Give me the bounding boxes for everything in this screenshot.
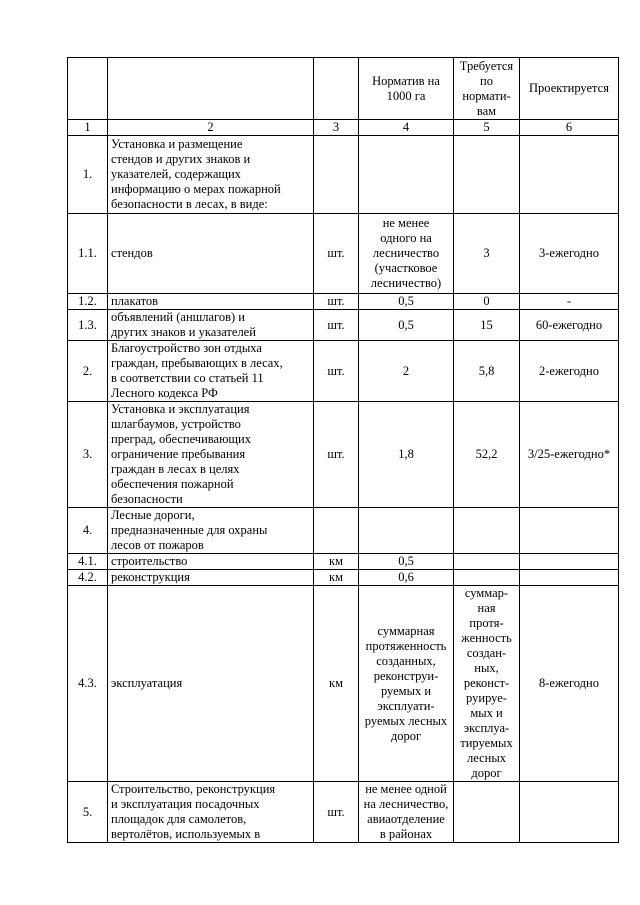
row-planned-cell: 3-ежегодно [520,214,619,294]
row-name-cell [108,508,314,554]
row-required-cell [454,782,520,843]
row-required-cell [454,214,520,294]
table-row [68,294,619,310]
row-required-line: руируе- [466,691,507,705]
row-required-cell [454,294,520,310]
column-number: 6 [520,120,619,136]
column-numbers-row [68,120,619,136]
row-name-line: других знаков и указателей [111,325,256,339]
row-number-cell: 5. [68,782,108,843]
header-row [68,58,619,120]
column-number: 2 [108,120,314,136]
table-row [68,570,619,586]
row-name-line: стендов и других знаков и [111,152,251,166]
row-name-line: обеспечения пожарной [111,477,234,491]
table-row [68,310,619,341]
header-required-line: вам [476,103,497,118]
table-row [68,136,619,214]
row-norm-line: руемых и [380,683,432,698]
row-name-cell [108,402,314,508]
norms-table [67,57,619,843]
row-name-line: безопасности [111,492,183,506]
row-required-cell [454,554,520,570]
row-norm-cell [359,136,454,214]
row-norm-line: 0,6 [398,570,414,584]
row-norm-line: авиаотделение [367,812,445,826]
table-body [68,58,619,843]
row-norm-cell [359,294,454,310]
row-name-line: преград, обеспечивающих [111,432,251,446]
row-norm-cell [359,586,454,782]
row-planned-cell [520,508,619,554]
row-number-cell: 3. [68,402,108,508]
row-required-line: протя- [469,616,504,630]
header-cell-num [68,58,108,120]
row-planned-cell [520,136,619,214]
row-number-cell: 4.2. [68,570,108,586]
row-planned-cell [520,782,619,843]
table-row [68,508,619,554]
row-planned-cell: - [520,294,619,310]
row-planned-cell: 60-ежегодно [520,310,619,341]
row-required-cell [454,341,520,402]
row-required-line: дорог [471,766,502,780]
row-name-line: реконструкция [111,570,190,584]
row-required-line: лесных [467,751,506,765]
row-norm-line: протяженность [365,638,447,653]
row-norm-line: не менее [382,216,430,230]
row-name-line: граждан, пребывающих в лесах, [111,356,283,370]
table-row [68,782,619,843]
column-number: 5 [454,120,520,136]
row-name-line: лесов от пожаров [111,538,204,552]
header-cell-required [454,58,520,120]
row-number-cell: 1.1. [68,214,108,294]
row-name-cell [108,214,314,294]
row-required-line: женность [461,631,512,645]
row-name-line: указателей, содержащих [111,167,241,181]
row-required-cell [454,508,520,554]
row-name-line: Лесного кодекса РФ [111,386,218,400]
table-row [68,402,619,508]
row-name-line: Установка и размещение [111,137,243,151]
row-name-cell [108,310,314,341]
row-number-cell: 1.2. [68,294,108,310]
row-name-cell [108,341,314,402]
row-norm-line: 1,8 [398,447,414,461]
row-norm-line: одного на [380,231,432,245]
row-name-line: предназначенные для охраны [111,523,268,537]
row-norm-cell [359,214,454,294]
column-number: 4 [359,120,454,136]
row-required-line: реконст- [463,676,510,690]
header-cell-name [108,58,314,120]
row-number-cell: 4.1. [68,554,108,570]
header-norm-line: 1000 га [386,88,426,103]
row-unit-cell [314,136,359,214]
row-name-line: шлагбаумов, устройство [111,417,241,431]
row-name-line: и эксплуатация посадочных [111,797,260,811]
row-planned-cell: 3/25-ежегодно* [520,402,619,508]
row-name-cell [108,136,314,214]
table-row [68,214,619,294]
row-norm-line: дорог [390,728,422,743]
row-norm-cell [359,310,454,341]
row-required-line: 0 [483,294,490,308]
header-cell-unit [314,58,359,120]
header-required-line: Требуется [459,58,514,73]
row-required-line: 15 [480,317,493,332]
row-required-line: ных, [474,661,499,675]
row-norm-line: эксплуати- [377,698,435,713]
row-norm-cell [359,508,454,554]
header-required-line: по [480,73,493,88]
row-required-cell [454,310,520,341]
row-required-line: эксплуа- [463,721,510,735]
row-name-line: информацию о мерах пожарной [111,182,281,196]
row-unit-cell: км [314,554,359,570]
row-norm-cell [359,782,454,843]
row-required-line: создан- [466,646,507,660]
row-norm-line: не менее одной [365,782,447,796]
table-row [68,554,619,570]
row-name-line: Установка и эксплуатация [111,402,250,416]
row-unit-cell: км [314,586,359,782]
row-name-line: ограничение пребывания [111,447,246,461]
row-name-cell [108,554,314,570]
row-norm-cell [359,402,454,508]
row-number-cell: 4. [68,508,108,554]
row-required-cell [454,402,520,508]
row-planned-cell: 2-ежегодно [520,341,619,402]
row-name-line: площадок для самолетов, [111,812,247,826]
header-cell-planned: Проектируется [520,58,619,120]
row-name-cell [108,782,314,843]
row-name-line: стендов [111,246,153,260]
row-number-cell: 1.3. [68,310,108,341]
header-cell-norm [359,58,454,120]
row-unit-cell: шт. [314,294,359,310]
row-name-line: Строительство, реконструкция [111,782,276,796]
row-number-cell: 4.3. [68,586,108,782]
row-norm-line: 0,5 [398,294,414,308]
row-name-line: безопасности в лесах, в виде: [111,197,268,211]
row-name-cell [108,294,314,310]
row-unit-cell [314,508,359,554]
row-name-line: в соответствии со статьей 11 [111,371,264,385]
row-norm-line: руемых лесных [364,713,448,728]
row-norm-line: лесничество) [370,276,442,290]
row-name-line: Лесные дороги, [111,508,195,522]
row-norm-line: в районах [379,827,433,841]
row-norm-line: (участковое [374,261,438,275]
row-norm-line: 2 [402,363,410,378]
row-unit-cell: шт. [314,214,359,294]
row-norm-cell [359,341,454,402]
row-norm-line: лесничество [372,246,440,260]
row-name-line: вертолётов, используемых в [111,827,261,841]
row-required-line: мых и [470,706,503,720]
row-required-line: суммар- [464,586,509,600]
row-name-cell [108,586,314,782]
row-planned-cell [520,570,619,586]
row-name-line: плакатов [111,294,159,308]
row-name-cell [108,570,314,586]
row-name-line: строительство [111,554,188,568]
row-required-line: 3 [483,246,490,260]
row-name-line: объявлений (аншлагов) и [111,310,245,324]
row-required-line: тируемых [460,736,513,750]
table-row [68,341,619,402]
row-norm-line: реконструи- [373,668,439,683]
row-norm-cell [359,554,454,570]
row-required-cell [454,570,520,586]
row-required-line: ная [477,601,496,615]
row-norm-line: на лесничество, [363,797,449,811]
header-required-line: нормати- [462,88,511,103]
row-norm-line: 0,5 [398,317,414,332]
row-planned-cell: 8-ежегодно [520,586,619,782]
column-number: 3 [314,120,359,136]
row-unit-cell: шт. [314,310,359,341]
row-name-line: граждан в лесах в целях [111,462,240,476]
table-row [68,586,619,782]
row-unit-cell: км [314,570,359,586]
row-name-line: эксплуатация [111,676,183,690]
row-norm-line: созданных, [376,653,436,668]
row-norm-line: суммарная [377,623,435,638]
row-unit-cell: шт. [314,402,359,508]
row-planned-cell [520,554,619,570]
header-norm-line: Норматив на [372,73,440,88]
row-norm-line: 0,5 [398,554,414,568]
row-required-line: 52,2 [475,447,498,461]
row-required-cell [454,586,520,782]
row-norm-cell [359,570,454,586]
row-number-cell: 1. [68,136,108,214]
row-required-line: 5,8 [478,363,495,378]
row-unit-cell: шт. [314,782,359,843]
row-unit-cell: шт. [314,341,359,402]
row-number-cell: 2. [68,341,108,402]
row-name-line: Благоустройство зон отдыха [111,341,262,355]
column-number: 1 [68,120,108,136]
row-required-cell [454,136,520,214]
